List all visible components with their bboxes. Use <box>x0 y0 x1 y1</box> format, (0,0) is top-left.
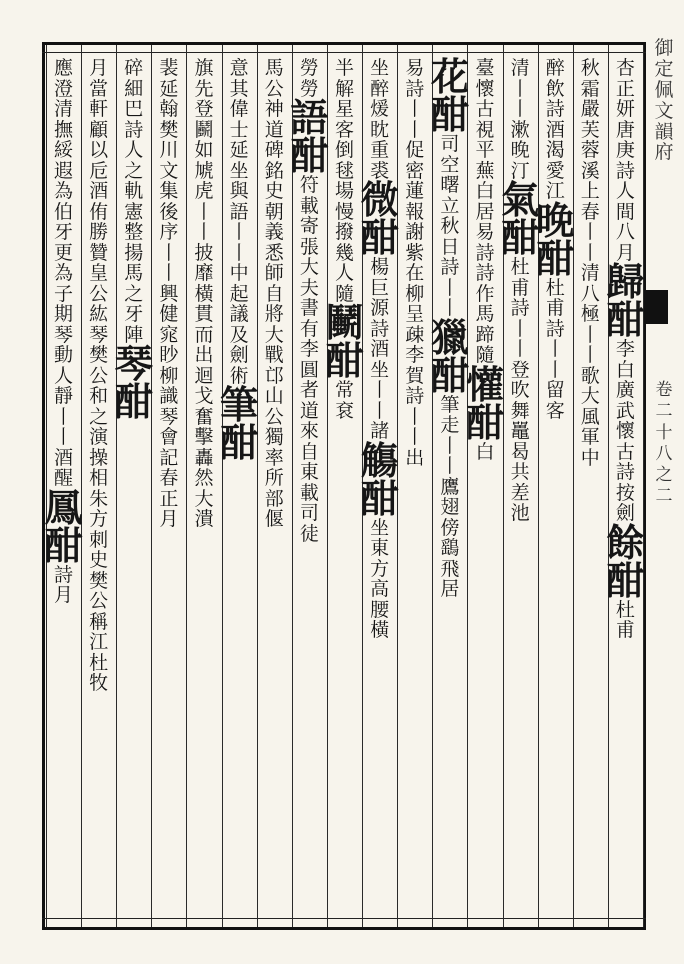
text-run: 坐 醉 煖 眈 重 裘 <box>370 57 390 182</box>
headword: 酣 <box>220 420 259 466</box>
text-run: 清 丨 丨 漱 晚 汀 <box>510 57 530 182</box>
margin-char: 文 <box>654 99 674 122</box>
text-run: 舞 鼉 曷 共 差 池 <box>510 399 530 525</box>
headword: 氣 <box>501 177 540 223</box>
text-run: 旗 先 登 鬬 如 虓 虎 丨 丨 披 靡 橫 貫 而 出 迴 戈 奮 擊 轟 然 大 潰 <box>194 57 214 531</box>
headword: 鬭 <box>325 300 364 346</box>
headword: 鳳 <box>44 484 83 530</box>
text-run: 勞 勞 <box>299 57 319 100</box>
text-run: 司 徒 <box>299 502 319 545</box>
text-run: 楊 巨 源 詩 酒 坐 丨 丨 諸 <box>370 256 390 443</box>
margin-char: 十 <box>655 422 673 443</box>
text-run: 半 解 星 <box>334 57 354 121</box>
headword: 酣 <box>360 215 399 261</box>
headword: 觴 <box>360 437 399 483</box>
text-run: 白 居 易 詩 詩 作 馬 蹄 隨 <box>475 180 495 367</box>
margin-char: 御 <box>654 37 674 59</box>
headword: 酣 <box>44 522 83 568</box>
headword: 酣 <box>465 399 504 445</box>
text-run: 醉 飲 詩 酒 渴 愛 江 <box>545 57 565 203</box>
text-run: 居 <box>440 578 460 601</box>
text-run: 月 當 軒 顧 以 卮 酒 侑 勝 贊 皇 公 紘 琴 樊 公 和 之 演 操 相 <box>89 57 109 490</box>
text-run: 朱 方 刺 史 樊 公 稱 江 <box>89 487 109 654</box>
text-run: 白 <box>475 440 495 463</box>
text-run: 裴 延 翰 樊 川 文 集 後 序 丨 丨 興 健 窕 眇 <box>159 57 179 367</box>
text-run: 杜 甫 詩 丨 丨 留 客 <box>545 276 565 422</box>
headword: 語 <box>290 95 329 141</box>
margin-char: 之 <box>655 465 673 485</box>
margin-char: 府 <box>654 141 674 164</box>
headword: 筆 <box>220 382 259 428</box>
headword: 酣 <box>606 557 645 603</box>
margin-char: 佩 <box>654 78 674 101</box>
margin-char: 定 <box>654 57 674 80</box>
text-run: 杜 甫 <box>615 598 635 642</box>
text-run: 符 載 寄 張 大 夫 書 有 李 圓 者 道 來 自 東 載 <box>299 174 319 504</box>
text-run: 秋 霜 嚴 芙 蓉 溪 上 春 丨 丨 <box>580 57 600 264</box>
text-run: 柳 識 琴 會 記 春 正 月 <box>159 364 179 531</box>
text-run: 應 澄 清 撫 綏 遐 為 伯 牙 更 為 子 期 琴 動 人 靜 丨 丨 酒 醒 <box>54 57 74 490</box>
top-rule <box>42 52 646 53</box>
text-run: 蓮 報 謝 紫 在 柳 呈 疎 <box>405 180 425 346</box>
text-column <box>42 58 86 916</box>
headword: 酣 <box>430 352 469 398</box>
text-run: 意 其 偉 士 延 坐 與 語 丨 丨 中 起 議 及 劍 術 <box>229 57 249 387</box>
margin-char: 八 <box>655 443 673 464</box>
headword: 歸 <box>606 259 645 305</box>
margin-char: 二 <box>655 486 673 507</box>
headword: 花 <box>430 54 469 99</box>
text-run: 詩 月 <box>54 563 74 607</box>
text-run: 碎 細 巴 詩 人 之 軌 憲 整 揚 馬 之 牙 陣 <box>124 57 144 346</box>
margin-char: 韻 <box>654 120 674 143</box>
headword: 獵 <box>430 314 469 360</box>
bottom-rule <box>42 918 646 919</box>
text-run: 馬 公 神 道 碑 銘 史 朝 義 悉 師 自 將 大 戰 邙 山 公 獨 率 所 部 偃 <box>264 57 284 531</box>
text-run: 清 八 極 丨 丨 歌 大 風 <box>580 262 600 428</box>
text-run: 臺 懷 古 視 平 蕪 <box>475 57 495 182</box>
text-run: 李 賀 詩 丨 丨 出 <box>405 344 425 469</box>
text-run: 杜 牧 <box>89 651 109 695</box>
headword: 微 <box>360 177 399 223</box>
text-run: 杜 甫 詩 丨 丨 登 吹 <box>510 256 530 402</box>
margin-char: 二 <box>655 401 673 422</box>
text-run: 軍 中 <box>580 426 600 469</box>
fishtail-mark <box>646 290 668 324</box>
text-run: 坐 東 方 高 腰 橫 <box>370 516 390 642</box>
text-run: 李 白 廣 武 懷 古 詩 按 劍 <box>615 338 635 525</box>
headword: 晚 <box>536 197 575 243</box>
text-run: 常 袞 <box>334 379 354 422</box>
text-run: 易 詩 丨 丨 促 密 <box>405 57 425 182</box>
text-run: 司 空 曙 立 秋 日 詩 丨 丨 <box>440 133 460 320</box>
headword: 酣 <box>360 475 399 521</box>
headword: 琴 <box>114 341 153 387</box>
headword: 酣 <box>290 133 329 179</box>
margin-volume-label <box>646 380 682 640</box>
headword: 酣 <box>325 338 364 384</box>
headword: 酣 <box>536 235 575 281</box>
headword: 懽 <box>465 361 504 407</box>
margin-book-title <box>646 38 682 318</box>
headword: 酣 <box>501 215 540 261</box>
headword: 酣 <box>114 379 153 425</box>
headword: 酣 <box>606 297 645 343</box>
text-run: 筆 走 丨 丨 鷹 翅 傍 鷂 飛 <box>440 393 460 580</box>
headword: 餘 <box>606 519 645 565</box>
headword: 酣 <box>430 92 469 137</box>
text-run: 客 倒 毬 場 慢 撥 幾 人 隨 <box>334 118 354 305</box>
margin-char: 卷 <box>655 380 673 400</box>
text-run: 杏 正 妍 唐 庚 詩 人 間 八 月 <box>615 57 635 264</box>
